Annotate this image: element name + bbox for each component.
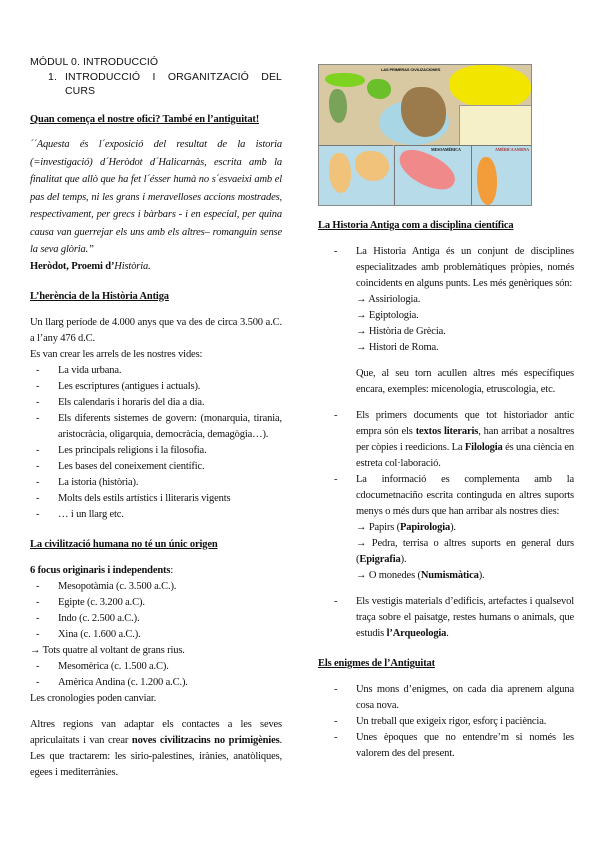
list-item: - Les escriptures (antigues i actuals). [30,379,282,395]
source-bold: Papirologia [400,522,451,533]
list-item [328,244,574,398]
herodotus-quote: ´´Aquesta és l´exposició del resultat de la istoria (=investigació) d´Heròdot d´Halicarnàs, escrita amb la finalitat que allò que ha fet l´ésser humà no s´esvaeixi amb el pas del temps, ni les grans i meravelloses accions mostrades, respectivament, per grecs i bàrbars - i en especial, per quina causa van guerrejar els uns amb els altres– romanguin sense la seva glòria.” [30,139,282,255]
legacy-intro: Un llarg període de 4.000 anys que va des de circa 3.500 a.C. a l’any 476 d.C. [30,316,282,344]
other-regions-paragraph [30,717,282,781]
list-item: - Indo (c. 2.500 a.C.). [30,611,282,627]
list-item: - Egipte (c. 3.200 a.C). [30,595,282,611]
list-item: - Amèrica Andina (c. 1.200 a.C.). [30,675,282,691]
other-text-2: . Les que tractarem: les sirio-palestines, irànies, anatòliques, egees i mediterrànies. [30,734,283,778]
discipline-intro: - La Historia Antiga és un conjunt de disciplines especialitzades amb problemàtiques pròpies, només coincidents en alguns punts. Les més genèriques són: [356,246,574,289]
source-types [356,520,574,584]
source-item [356,536,574,568]
map-first-civilizations [318,64,532,206]
source-item [356,568,574,584]
discipline-item: → Egiptologia. [356,310,419,321]
module-title: MÓDUL 0. INTRODUCCIÓ [30,56,159,68]
source-post: ). [450,522,456,533]
list-item: - Els calendaris i horaris del dia a dia. [30,395,282,411]
text: Els vestigis materials d’edificis, artefactes i qualsevol traça sobre el paisatge, restes humans o animals, que estudis [356,596,574,639]
quote-attribution [30,259,282,275]
section-title [48,70,282,98]
heading-origins: Quan comença el nostre ofici? També en l’antiguitat! [30,114,260,125]
chronology-note: Les cronologies poden canviar. [30,692,157,704]
source-pre: → Pedra, terrisa o altres suports en general durs ( [356,538,574,565]
heading-civilization: La civilització humana no té un únic origen [30,538,218,550]
list-item: - Els diferents sistemes de govern: (monarquia, tirania, aristocràcia, oligarquia, democràcia, demagògia…). [30,411,282,443]
list-item [328,472,574,584]
list-item [328,594,574,642]
discipline-item: → Assiriologia. [356,294,421,305]
text: , han arribat a nosaltres per còpies i reedicions. La [356,426,575,453]
sources-list [328,408,574,642]
discipline-item: → Història de Grècia. [356,326,446,337]
focus-colon: : [170,564,174,576]
heading-enigmas: Els enigmes de l’Antiguitat [318,658,435,669]
list-item: - Xina (c. 1.600 a.C.). [30,627,282,643]
bold-text: l’Arqueologia [386,628,447,639]
list-item: - Les bases del coneixement científic. [30,459,282,475]
quote-work: Història. [114,260,151,272]
bold-text: textos literaris [415,426,479,437]
rivers-note: → Tots quatre al voltant de grans rius. [30,644,185,656]
list-item: - La istoria (història). [30,475,282,491]
text: . [446,628,449,639]
focus-title-text: 6 focus originaris i independents [30,564,171,576]
focus-title [30,563,282,579]
focus-list-a [30,579,282,643]
enigmas-list [328,682,574,762]
section-number: 1. [48,71,57,83]
disciplines-list [356,292,574,356]
discipline-item: → Histori de Roma. [356,342,439,353]
source-bold: Epigrafia [359,554,401,565]
source-pre: → O monedes ( [356,570,421,581]
source-post: ). [400,554,407,565]
text: és una ciència en estreta col·laboració. [356,442,574,469]
other-bold: noves civilitzacins no primigènies [131,734,280,746]
list-item: - Les principals religions i la filosofia. [30,443,282,459]
source-post: ). [478,570,485,581]
focus-list-b [30,659,282,691]
list-item: - La vida urbana. [30,363,282,379]
map-inset-andes: AMÉRICA ANDINA [495,147,530,152]
text: Els primers documents que tot historiador antic empra són els [356,410,574,437]
list-item [328,408,574,472]
text: - La informació es complementa amb la cdocumetnaciño escrita continguda en altres suports menys o més durs que han arribar als nostres dies: [356,474,574,517]
list-item: - Un treball que exigeix rigor, esforç i paciència. [328,714,574,730]
quote-author: Heròdot, Proemi d’ [30,260,115,272]
discipline-more: Que, al seu torn acullen altres més específiques encara, exemples: micenologia, etruscologia, etc. [356,368,574,395]
legacy-lead: Es van crear les arrels de les nostres vides: [30,348,203,360]
source-pre: → Papirs ( [356,522,400,533]
source-item [356,520,574,536]
list-item: - Unes èpoques que no entendre’m si només les valorem des del present. [328,730,574,762]
map-title: LAS PRIMERAS CIVILIZACIONES [381,67,441,72]
list-item: - Mesomèrica (c. 1.500 a.C). [30,659,282,675]
other-text-1: Altres regions van adaptar els contactes a les seves apriculaitats i van crear [30,718,282,746]
heading-legacy: L’herència de la Història Antiga [30,290,169,302]
list-item: - Uns mons d’enigmes, on cada dia aprenem alguna cosa nova. [328,682,574,714]
section-title-text: INTRODUCCIÓ I ORGANITZACIÓ DEL CURS [65,71,282,97]
heading-discipline: La Historia Antiga com a disciplina científica [318,220,514,231]
list-item: - … i un llarg etc. [30,507,282,523]
list-item: - Mesopotàmia (c. 3.500 a.C.). [30,579,282,595]
bold-text: Filologia [464,442,503,453]
discipline-list [328,244,574,398]
source-bold: Numismàtica [420,570,479,581]
legacy-list [30,363,282,523]
map-inset-meso: MESOAMÉRICA [431,147,461,152]
list-item: - Molts dels estils artístics i lliteraris vigents [30,491,282,507]
